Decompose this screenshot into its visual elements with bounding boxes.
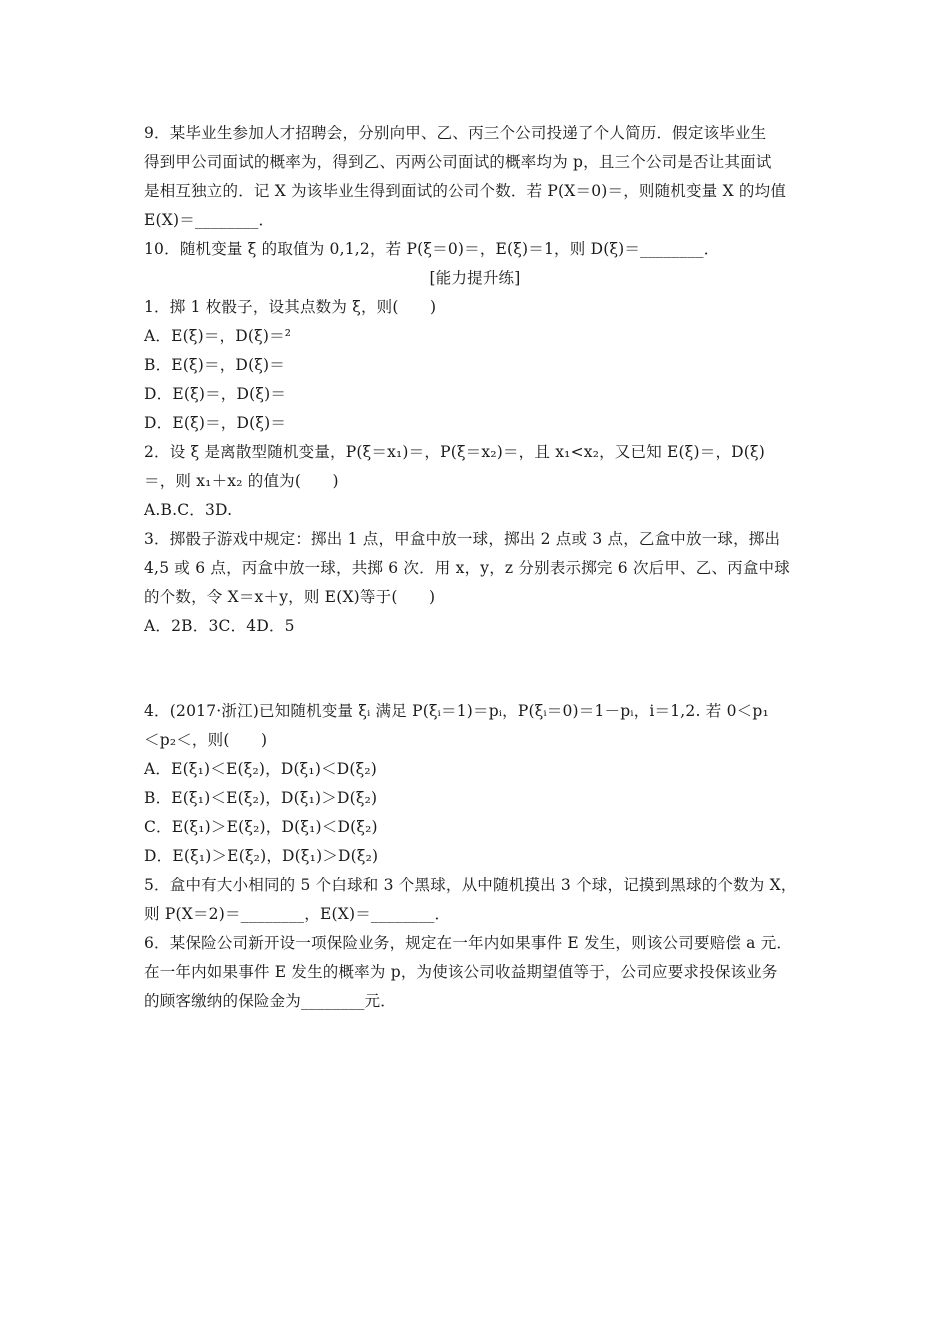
p1-option-b: B．E(ξ)＝，D(ξ)＝ [144, 356, 285, 374]
p6-line-3: 的顾客缴纳的保险金为________元． [144, 992, 397, 1010]
p1-option-c: D．E(ξ)＝，D(ξ)＝ [144, 385, 287, 403]
p4-option-d: D．E(ξ₁)＞E(ξ₂)，D(ξ₁)＞D(ξ₂) [144, 847, 379, 865]
p5-line-2: 则 P(X＝2)＝________，E(X)＝________． [144, 905, 451, 923]
p2-line-1: 2．设 ξ 是离散型随机变量，P(ξ＝x₁)＝，P(ξ＝x₂)＝，且 x₁<x₂，又已知 E(ξ)＝，D(ξ) [144, 443, 766, 461]
p3-line-3: 的个数，令 X＝x＋y，则 E(X)等于( ) [144, 588, 436, 606]
q9-line-1: 9．某毕业生参加人才招聘会，分别向甲、乙、丙三个公司投递了个人简历．假定该毕业生 [144, 124, 767, 142]
p1-option-a: A．E(ξ)＝，D(ξ)＝² [144, 327, 292, 345]
p1-stem: 1．掷 1 枚骰子，设其点数为 ξ，则( ) [144, 298, 437, 316]
p2-options: A.B.C．3D. [144, 501, 233, 519]
q9-line-3: 是相互独立的．记 X 为该毕业生得到面试的公司个数．若 P(X＝0)＝，则随机变量 X 的均值 [144, 182, 787, 200]
p3-line-1: 3．掷骰子游戏中规定：掷出 1 点，甲盒中放一球，掷出 2 点或 3 点，乙盒中放一球，掷出 [144, 530, 781, 548]
q9-line-2: 得到甲公司面试的概率为，得到乙、丙两公司面试的概率均为 p，且三个公司是否让其面试 [144, 153, 772, 171]
p4-option-c: C．E(ξ₁)＞E(ξ₂)，D(ξ₁)＜D(ξ₂) [144, 818, 378, 836]
p2-line-2: ＝，则 x₁＋x₂ 的值为( ) [144, 472, 339, 490]
q9-line-4: E(X)＝________． [144, 211, 275, 229]
p4-option-b: B．E(ξ₁)＜E(ξ₂)，D(ξ₁)＞D(ξ₂) [144, 789, 378, 807]
q10-line-1: 10．随机变量 ξ 的取值为 0,1,2，若 P(ξ＝0)＝，E(ξ)＝1，则 D(ξ)＝________． [144, 240, 720, 258]
p1-option-d: D．E(ξ)＝，D(ξ)＝ [144, 414, 287, 432]
section-heading: [能力提升练] [429, 269, 521, 287]
p4-line-1: 4．(2017·浙江)已知随机变量 ξᵢ 满足 P(ξᵢ＝1)＝pᵢ，P(ξᵢ＝0)＝1－pᵢ，i＝1,2. 若 0＜p₁ [144, 702, 769, 720]
p5-line-1: 5．盒中有大小相同的 5 个白球和 3 个黑球，从中随机摸出 3 个球，记摸到黑球的个数为 X， [144, 876, 797, 894]
p4-line-2: ＜p₂＜，则( ) [144, 731, 268, 749]
p6-line-2: 在一年内如果事件 E 发生的概率为 p，为使该公司收益期望值等于，公司应要求投保该业务 [144, 963, 778, 981]
p6-line-1: 6．某保险公司新开设一项保险业务，规定在一年内如果事件 E 发生，则该公司要赔偿 a 元． [144, 934, 793, 952]
p3-options: A．2B．3C．4D．5 [144, 617, 295, 635]
p3-line-2: 4,5 或 6 点，丙盒中放一球，共掷 6 次．用 x，y，z 分别表示掷完 6 次后甲、乙、丙盒中球 [144, 559, 790, 577]
p4-option-a: A．E(ξ₁)＜E(ξ₂)，D(ξ₁)＜D(ξ₂) [144, 760, 378, 778]
